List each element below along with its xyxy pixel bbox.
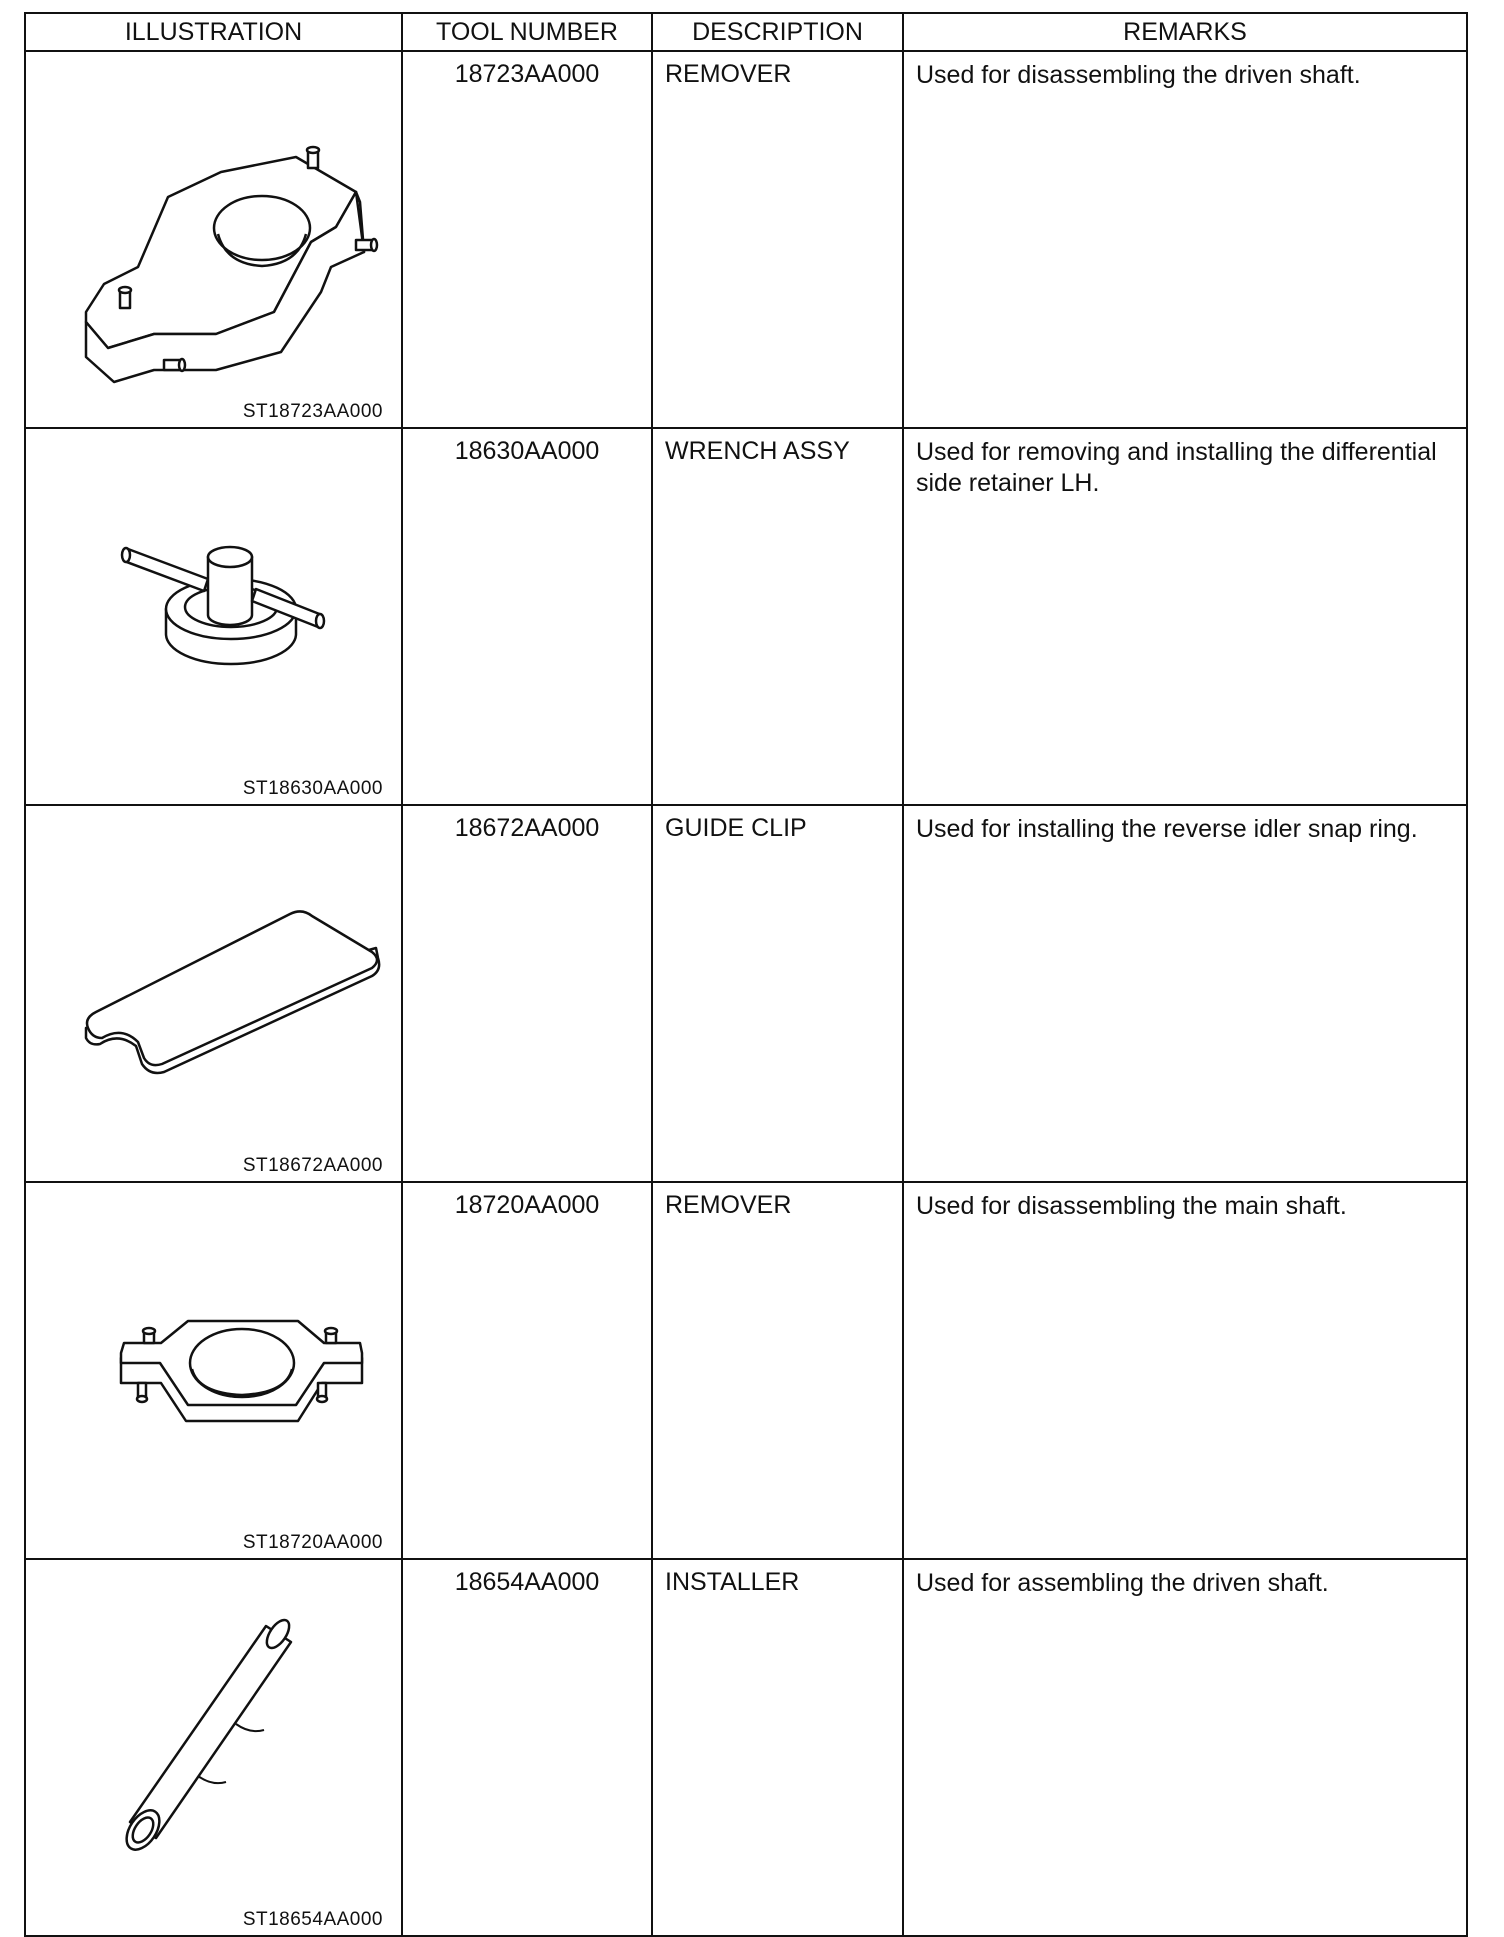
table-row	[25, 805, 1467, 1182]
tool-number-cell: 18630AA000	[402, 428, 652, 805]
illustration-code: ST18654AA000	[242, 1909, 383, 1930]
installer-tube-icon	[26, 1560, 403, 1927]
tool-number-cell: 18720AA000	[402, 1182, 652, 1559]
illustration-code: ST18672AA000	[242, 1155, 383, 1176]
header-illustration: ILLUSTRATION	[25, 13, 402, 51]
table-header-row	[25, 13, 1467, 51]
header-description: DESCRIPTION	[652, 13, 903, 51]
remarks-cell: Used for assembling the driven shaft.	[903, 1559, 1467, 1936]
special-tools-table	[24, 12, 1468, 1937]
illustration-cell	[25, 51, 402, 428]
table-row	[25, 428, 1467, 805]
remarks-cell: Used for installing the reverse idler snap ring.	[903, 805, 1467, 1182]
header-remarks: REMARKS	[903, 13, 1467, 51]
header-tool-number: TOOL NUMBER	[402, 13, 652, 51]
tool-number-cell: 18672AA000	[402, 805, 652, 1182]
illustration-code: ST18723AA000	[242, 401, 383, 422]
description-cell: INSTALLER	[652, 1559, 903, 1936]
remarks-cell: Used for removing and installing the differential side retainer LH.	[903, 428, 1467, 805]
table-row	[25, 51, 1467, 428]
guide-clip-icon	[26, 806, 403, 1173]
remover-bracket-icon	[26, 52, 403, 419]
illustration-cell	[25, 805, 402, 1182]
table-row	[25, 1559, 1467, 1936]
illustration-cell	[25, 1182, 402, 1559]
remarks-cell: Used for disassembling the main shaft.	[903, 1182, 1467, 1559]
description-cell: WRENCH ASSY	[652, 428, 903, 805]
remarks-cell: Used for disassembling the driven shaft.	[903, 51, 1467, 428]
table-row	[25, 1182, 1467, 1559]
description-cell: REMOVER	[652, 51, 903, 428]
description-cell: GUIDE CLIP	[652, 805, 903, 1182]
illustration-code: ST18720AA000	[242, 1532, 383, 1553]
wrench-assy-icon	[26, 429, 403, 796]
description-cell: REMOVER	[652, 1182, 903, 1559]
illustration-cell	[25, 1559, 402, 1936]
tool-number-cell: 18723AA000	[402, 51, 652, 428]
remover-clamp-icon	[26, 1183, 403, 1550]
illustration-cell	[25, 428, 402, 805]
tool-number-cell: 18654AA000	[402, 1559, 652, 1936]
illustration-code: ST18630AA000	[242, 778, 383, 799]
